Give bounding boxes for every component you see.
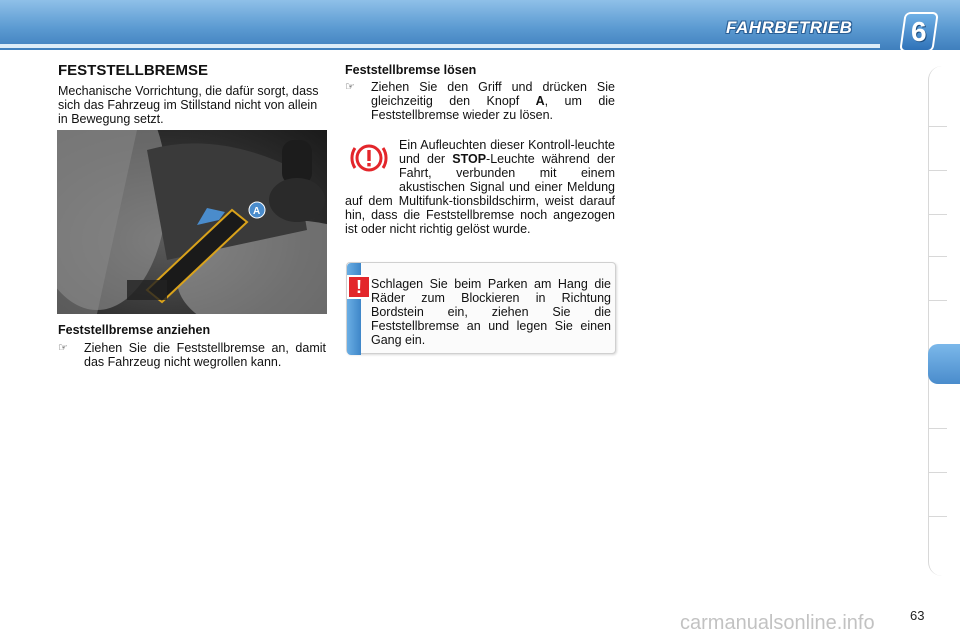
chapter-number: 6 (911, 16, 927, 47)
caution-text: Schlagen Sie beim Parken am Hang die Räder zum Blockieren in Richtung Bordstein ein, ziehen Sie die Feststellbremse an und legen Sie einen Gang ein. (371, 277, 611, 347)
exclamation-icon: ! (347, 275, 371, 299)
pointing-hand-icon: ☞ (58, 342, 68, 354)
brake-warning-icon (349, 138, 389, 178)
release-heading: Feststellbremse lösen (345, 63, 477, 77)
warning-paragraph: Ein Aufleuchten dieser Kontroll-leuchte und der STOP-Leuchte während der Fahrt, verbunden mit einem akustischen Signal und einer Meldung auf dem Multifunk-tionsbildschirm, weist darauf hin, dass die Feststellbremse noch angezogen ist oder nicht richtig gelöst wurde. (345, 138, 616, 236)
side-tab-divider (929, 170, 947, 171)
apply-text: Ziehen Sie die Feststellbremse an, damit das Fahrzeug nicht wegrollen kann. (84, 341, 326, 369)
side-tab-divider (929, 126, 947, 127)
parking-brake-illustration (57, 130, 327, 314)
side-tab-chapter-6[interactable] (928, 344, 960, 384)
side-tab-divider (929, 472, 947, 473)
side-tab-divider (929, 428, 947, 429)
release-instruction (345, 80, 615, 122)
header-stripe (0, 44, 880, 48)
release-text: Ziehen Sie den Griff und drücken Sie gleichzeitig den Knopf A, um die Feststellbremse wieder zu lösen. (371, 80, 616, 122)
watermark: carmanualsonline.info (680, 612, 875, 634)
page-number: 63 (910, 608, 925, 623)
side-tabs (928, 66, 956, 576)
chapter-title: FAHRBETRIEB (726, 18, 853, 37)
side-tab-divider (929, 516, 947, 517)
caution-box (346, 262, 616, 354)
pointing-hand-icon: ☞ (345, 81, 355, 93)
callout-label: A (253, 206, 261, 217)
side-tab-divider (929, 256, 947, 257)
parking-brake-photo (57, 130, 327, 314)
apply-heading: Feststellbremse anziehen (58, 323, 211, 337)
side-tab-divider (929, 214, 947, 215)
apply-instruction (58, 341, 326, 369)
intro-paragraph: Mechanische Vorrichtung, die dafür sorgt, dass sich das Fahrzeug im Stillstand nicht von allein in Bewegung setzt. (58, 84, 319, 126)
side-tab-divider (929, 300, 947, 301)
chapter-badge (899, 12, 939, 52)
section-title: FESTSTELLBREMSE (58, 62, 209, 79)
